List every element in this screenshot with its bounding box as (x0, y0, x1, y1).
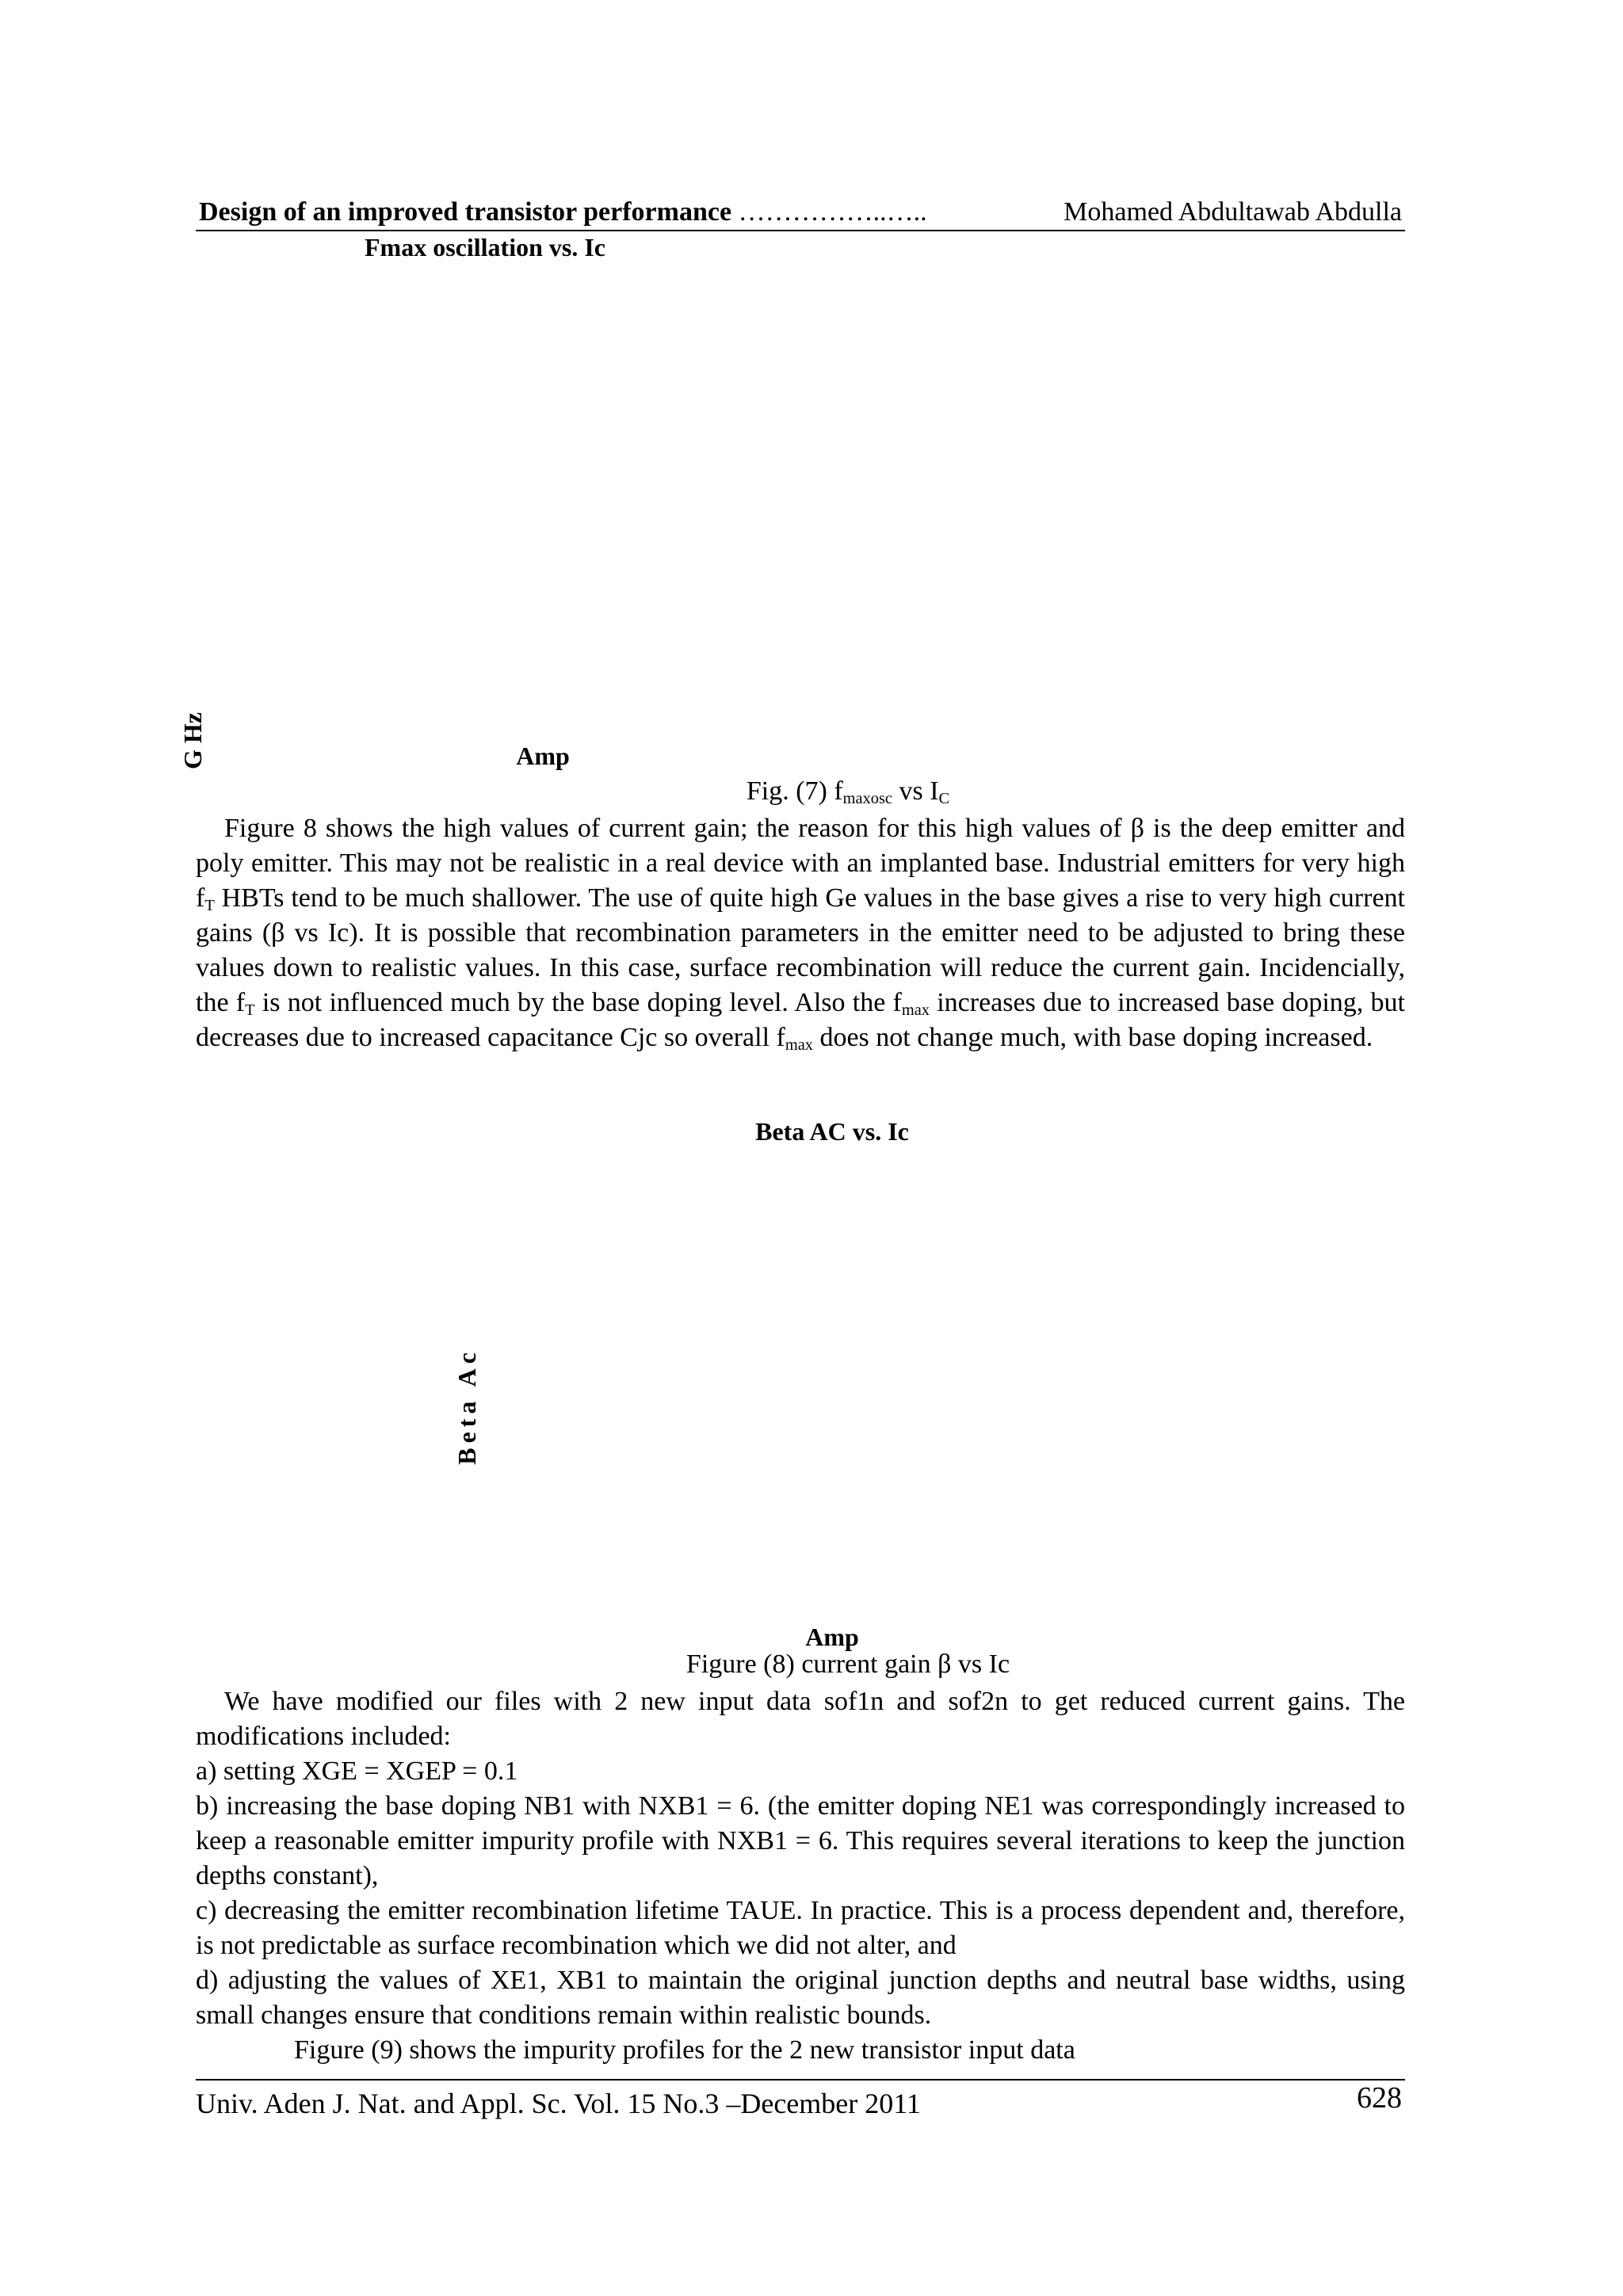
y-axis-label: G Hz (178, 712, 207, 769)
paragraph-modifications: We have modified our files with 2 new input data sof1n and sof2n to get reduced current gains. The modifications included: (196, 1687, 1405, 1751)
list-item-a: a) setting XGE = XGEP = 0.1 (196, 1756, 518, 1786)
list-item-b: b) increasing the base doping NB1 with NXB1 = 6. (the emitter doping NE1 was correspondingly increased to keep a reasonable emitter impurity profile with NXB1 = 6. This requires several iterations to keep the junction depths constant), (196, 1791, 1405, 1890)
footer-journal: Univ. Aden J. Nat. and Appl. Sc. Vol. 15 No.3 –December 2011 (196, 2088, 921, 2119)
paragraph-figure8-discussion: Figure 8 shows the high values of current gain; the reason for this high values of β is the deep emitter and poly emitter. This may not be realistic in a real device with an implanted base. Industrial emitters for very high $f_T$ HBTs tend to be much shallower. The use of quite high Ge values in the base gives a rise to very high current gains (β vs Ic). It is possible that recombination parameters in the emitter need to be adjusted to bring these values down to realistic values. In this case, surface recombination will reduce the current gain. Incidencially, the $f_T$ is not influenced much by the base doping level. Also the $f_{max}$ increases due to increased base doping, but decreases due to increased capacitance Cjc so overall $f_{max}$ does not change much, with base doping increased. (196, 814, 1405, 1055)
page-footer (196, 2079, 1405, 2119)
list-item-c: c) decreasing the emitter recombination lifetime TAUE. In practice. This is a process dependent and, therefore, is not predictable as surface recombination which we did not alter, and (196, 1896, 1405, 1960)
fmax-oscillation-chart (178, 233, 848, 772)
x-axis-label: Amp (805, 1623, 859, 1651)
paragraph-figure9-intro: Figure (9) shows the impurity profiles for the 2 new transistor input data (294, 2035, 1075, 2065)
header-author: Mohamed Abdultawab Abdulla (1064, 197, 1402, 227)
figure-8-caption: Figure (8) current gain β vs Ic (685, 1650, 1010, 1679)
chart-title: Beta AC vs. Ic (755, 1117, 909, 1146)
chart-title: Fmax oscillation vs. Ic (365, 233, 605, 261)
running-header (196, 195, 1405, 231)
header-title: Design of an improved transistor performance ……………..….. (199, 197, 927, 227)
page-number: 628 (1357, 2081, 1402, 2115)
x-axis-label: Amp (516, 742, 570, 770)
y-axis-label: Beta Ac (453, 1348, 481, 1465)
list-item-d: d) adjusting the values of XE1, XB1 to maintain the original junction depths and neutral base widths, using small changes ensure that conditions remain within realistic bounds. (196, 1966, 1405, 2030)
beta-ac-chart (452, 1113, 1133, 1652)
figure-7-caption: Fig. (7) $f_{maxosc}$ vs $I_C$ (746, 776, 950, 808)
